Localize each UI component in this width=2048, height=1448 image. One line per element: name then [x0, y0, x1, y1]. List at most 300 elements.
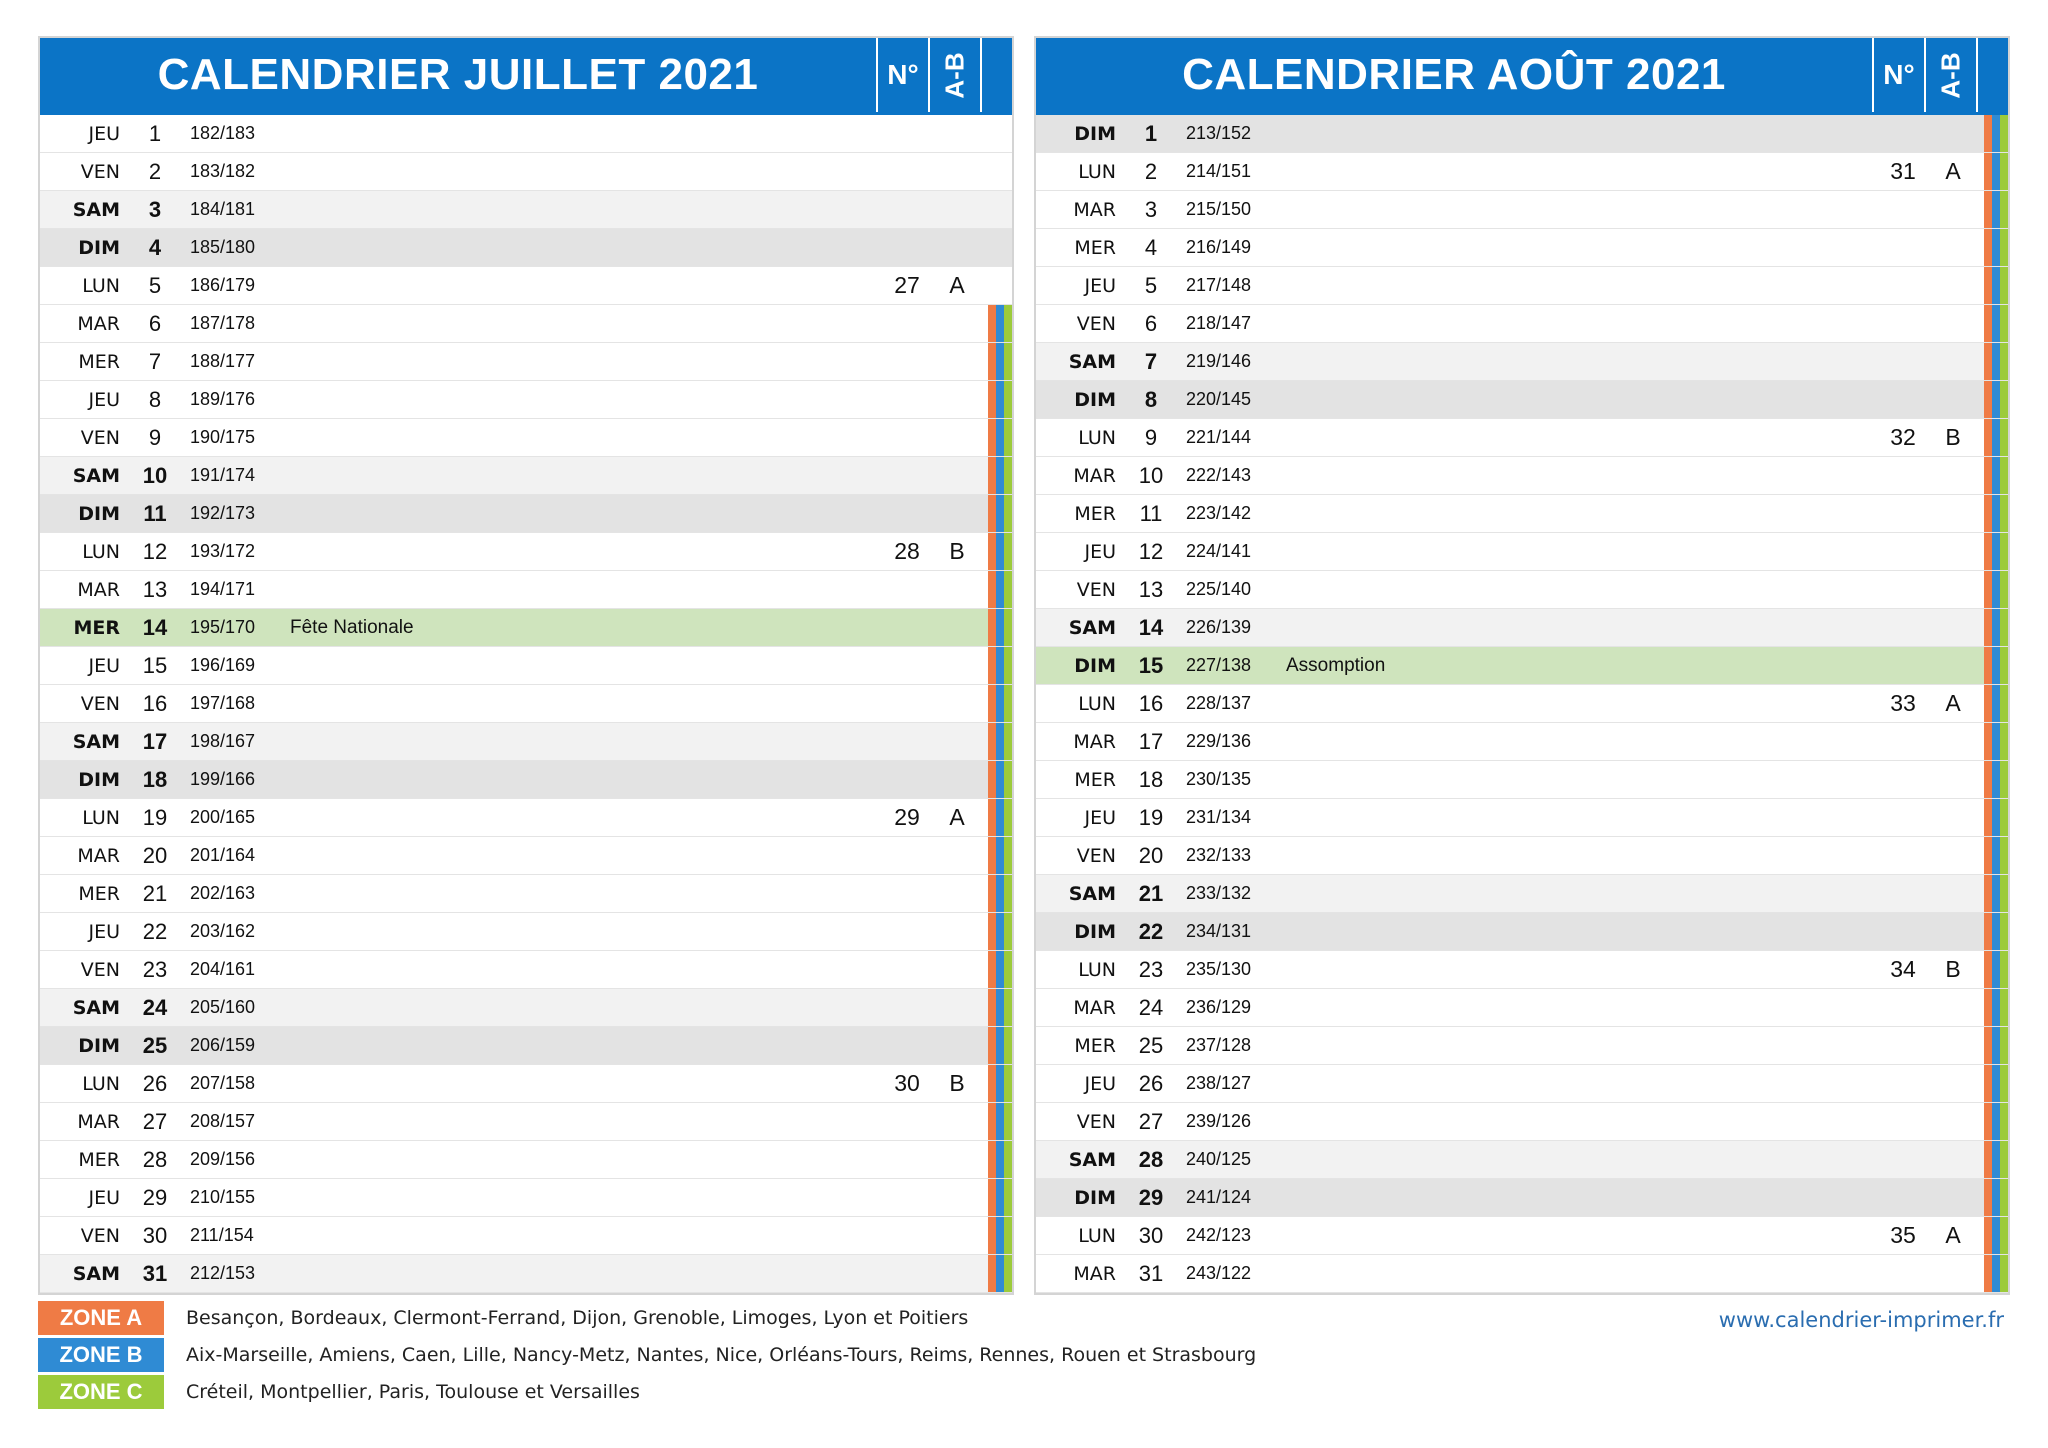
- day-number: 13: [1138, 576, 1164, 602]
- zone-b-bar: [996, 799, 1004, 836]
- week-number: 32: [1890, 424, 1916, 450]
- zone-a-bar: [1984, 495, 1992, 532]
- day-of-week: VEN: [80, 958, 120, 981]
- day-of-year: 192/173: [190, 503, 256, 523]
- day-number: 6: [1144, 310, 1158, 336]
- zone-a-bar: [988, 343, 996, 380]
- day-of-year: 219/146: [1186, 351, 1252, 371]
- day-of-week: MER: [1074, 768, 1116, 791]
- day-of-week: SAM: [72, 198, 120, 221]
- zone-a-bar: [988, 1103, 996, 1140]
- day-of-year: 231/134: [1186, 807, 1252, 827]
- zone-c-bar: [1004, 457, 1012, 494]
- school-holiday-zones: [1978, 1217, 2008, 1254]
- zone-header: [980, 38, 1012, 112]
- zone-a-bar: [1984, 1103, 1992, 1140]
- zone-a-bar: [1984, 419, 1992, 456]
- zone-header: [1976, 38, 2008, 112]
- day-number: 16: [142, 690, 168, 716]
- day-of-week: VEN: [1076, 1110, 1116, 1133]
- day-row: [1036, 837, 2008, 875]
- day-of-year: 212/153: [190, 1263, 256, 1283]
- day-row: [1036, 1141, 2008, 1179]
- day-of-week: JEU: [88, 1186, 120, 1209]
- school-holiday-zones: [1978, 1065, 2008, 1102]
- day-of-year: 227/138: [1186, 655, 1252, 675]
- zone-a-bar: [988, 457, 996, 494]
- day-row: [1036, 799, 2008, 837]
- day-of-year: 182/183: [190, 123, 256, 143]
- day-of-week: MER: [1074, 1034, 1116, 1057]
- day-of-week: SAM: [1068, 350, 1116, 373]
- school-holiday-zones: [982, 799, 1012, 836]
- website-link[interactable]: www.calendrier-imprimer.fr: [1718, 1308, 2004, 1332]
- zone-a-bar: [1984, 951, 1992, 988]
- day-number: 10: [1138, 462, 1164, 488]
- zone-a-bar: [1984, 723, 1992, 760]
- day-number: 7: [148, 348, 162, 374]
- zone-c-bar: [2000, 647, 2008, 684]
- day-of-week: LUN: [1078, 160, 1116, 183]
- day-number: 13: [142, 576, 168, 602]
- day-number: 20: [142, 842, 168, 868]
- zone-c-bar: [1004, 1255, 1012, 1292]
- zone-c-bar: [2000, 723, 2008, 760]
- day-of-week: SAM: [72, 464, 120, 487]
- day-row: [40, 1027, 1012, 1065]
- zone-b-bar: [1992, 419, 2000, 456]
- day-row: [40, 609, 1012, 647]
- school-holiday-zones: [982, 1217, 1012, 1254]
- school-holiday-zones: [1978, 913, 2008, 950]
- ab-week-letter: B: [1945, 956, 1961, 982]
- school-holiday-zones: [982, 647, 1012, 684]
- zone-b-bar: [996, 913, 1004, 950]
- zone-badge: ZONE A: [38, 1301, 164, 1335]
- zone-a-bar: [1984, 761, 1992, 798]
- day-row: [40, 723, 1012, 761]
- school-holiday-zones: [1978, 1179, 2008, 1216]
- zone-b-bar: [1992, 1103, 2000, 1140]
- school-holiday-zones: [1978, 305, 2008, 342]
- zone-a-bar: [988, 685, 996, 722]
- zone-cities: Créteil, Montpellier, Paris, Toulouse et Versailles: [186, 1381, 640, 1403]
- zone-a-bar: [1984, 381, 1992, 418]
- zone-a-bar: [988, 571, 996, 608]
- day-number: 28: [1138, 1146, 1164, 1172]
- day-of-week: MAR: [77, 312, 120, 335]
- day-row: [40, 229, 1012, 267]
- zone-c-bar: [1004, 1065, 1012, 1102]
- zone-c-bar: [2000, 571, 2008, 608]
- school-holiday-zones: [982, 1027, 1012, 1064]
- day-row: [1036, 1027, 2008, 1065]
- day-row: [1036, 647, 2008, 685]
- day-row: [40, 647, 1012, 685]
- zone-a-bar: [1984, 191, 1992, 228]
- day-of-week: VEN: [80, 426, 120, 449]
- day-of-week: VEN: [1076, 578, 1116, 601]
- zone-c-bar: [2000, 913, 2008, 950]
- school-holiday-zones: [982, 1255, 1012, 1292]
- day-row: [40, 989, 1012, 1027]
- day-row: [40, 533, 1012, 571]
- day-of-week: VEN: [1076, 312, 1116, 335]
- zone-a-bar: [988, 647, 996, 684]
- zone-b-bar: [996, 381, 1004, 418]
- day-of-week: VEN: [80, 160, 120, 183]
- day-number: 26: [1138, 1070, 1164, 1096]
- day-of-week: DIM: [78, 502, 120, 525]
- day-row: [1036, 381, 2008, 419]
- month-header: [40, 38, 1012, 115]
- day-row: [40, 951, 1012, 989]
- day-number: 7: [1144, 348, 1158, 374]
- zone-c-bar: [2000, 381, 2008, 418]
- zone-b-bar: [1992, 989, 2000, 1026]
- zone-b-bar: [996, 1255, 1004, 1292]
- zone-a-bar: [988, 609, 996, 646]
- zone-c-bar: [2000, 115, 2008, 152]
- school-holiday-zones: [982, 153, 1012, 190]
- day-of-year: 186/179: [190, 275, 256, 295]
- zone-c-bar: [1004, 761, 1012, 798]
- day-number: 21: [142, 880, 168, 906]
- day-of-week: MER: [78, 350, 120, 373]
- zone-b-bar: [996, 761, 1004, 798]
- zone-c-bar: [1004, 305, 1012, 342]
- day-of-year: 189/176: [190, 389, 256, 409]
- school-holiday-zones: [1978, 989, 2008, 1026]
- zone-b-bar: [1992, 723, 2000, 760]
- zone-a-bar: [988, 799, 996, 836]
- day-row: [1036, 267, 2008, 305]
- school-holiday-zones: [982, 115, 1012, 152]
- zone-c-bar: [1004, 495, 1012, 532]
- day-of-week: SAM: [1068, 616, 1116, 639]
- day-of-year: 232/133: [1186, 845, 1252, 865]
- day-number: 18: [1138, 766, 1164, 792]
- day-number: 2: [1144, 158, 1158, 184]
- month-august: [1034, 36, 2010, 1295]
- day-number: 16: [1138, 690, 1164, 716]
- school-holiday-zones: [1978, 1141, 2008, 1178]
- week-number: 29: [894, 804, 920, 830]
- day-row: [1036, 495, 2008, 533]
- day-of-week: DIM: [78, 768, 120, 791]
- zone-c-bar: [2000, 153, 2008, 190]
- day-of-year: 207/158: [190, 1073, 256, 1093]
- zone-a-bar: [988, 305, 996, 342]
- zone-c-bar: [1004, 951, 1012, 988]
- day-of-week: DIM: [1074, 920, 1116, 943]
- day-number: 30: [1138, 1222, 1164, 1248]
- day-number: 24: [142, 994, 168, 1020]
- day-number: 23: [142, 956, 168, 982]
- zone-b-bar: [1992, 533, 2000, 570]
- day-row: [40, 267, 1012, 305]
- zone-b-bar: [996, 989, 1004, 1026]
- day-row: [1036, 457, 2008, 495]
- zone-b-bar: [996, 1141, 1004, 1178]
- zone-b-bar: [996, 837, 1004, 874]
- zone-b-bar: [1992, 609, 2000, 646]
- zone-a-bar: [1984, 647, 1992, 684]
- ab-week-letter: A: [1945, 158, 1961, 184]
- day-number: 3: [148, 196, 162, 222]
- day-number: 5: [1144, 272, 1158, 298]
- school-holiday-zones: [982, 495, 1012, 532]
- zone-b-bar: [1992, 457, 2000, 494]
- zone-a-bar: [988, 1027, 996, 1064]
- zone-b-bar: [1992, 115, 2000, 152]
- week-number-header: N°: [1872, 38, 1924, 112]
- school-holiday-zones: [1978, 647, 2008, 684]
- zone-c-bar: [2000, 191, 2008, 228]
- zone-b-bar: [996, 533, 1004, 570]
- school-holiday-zones: [1978, 761, 2008, 798]
- ab-week-letter: B: [1945, 424, 1961, 450]
- zone-c-bar: [1004, 1027, 1012, 1064]
- zone-a-bar: [988, 1255, 996, 1292]
- zone-a-bar: [1984, 571, 1992, 608]
- school-holiday-zones: [1978, 191, 2008, 228]
- day-of-week: DIM: [78, 236, 120, 259]
- day-of-year: 203/162: [190, 921, 256, 941]
- zone-b-bar: [996, 609, 1004, 646]
- day-of-year: 210/155: [190, 1187, 256, 1207]
- ab-week-letter: B: [949, 538, 965, 564]
- day-number: 19: [1138, 804, 1164, 830]
- day-number: 5: [148, 272, 162, 298]
- zone-b-bar: [996, 1217, 1004, 1254]
- zone-b-bar: [996, 875, 1004, 912]
- zone-c-bar: [2000, 761, 2008, 798]
- day-of-week: MAR: [1073, 996, 1116, 1019]
- zone-c-bar: [1004, 989, 1012, 1026]
- day-of-week: MAR: [77, 1110, 120, 1133]
- day-of-year: 200/165: [190, 807, 256, 827]
- day-number: 26: [142, 1070, 168, 1096]
- zone-c-bar: [1004, 723, 1012, 760]
- zone-a-bar: [988, 381, 996, 418]
- day-row: [40, 1255, 1012, 1293]
- day-of-year: 228/137: [1186, 693, 1252, 713]
- day-of-year: 242/123: [1186, 1225, 1252, 1245]
- day-of-year: 191/174: [190, 465, 256, 485]
- day-number: 11: [1139, 500, 1163, 526]
- day-row: [1036, 343, 2008, 381]
- ab-header-label: A-B: [1935, 51, 1966, 99]
- day-of-year: 209/156: [190, 1149, 256, 1169]
- zone-legend: [38, 1300, 1256, 1411]
- zone-b-bar: [996, 685, 1004, 722]
- day-of-year: 198/167: [190, 731, 256, 751]
- week-number-header: N°: [876, 38, 928, 112]
- ab-week-letter: A: [1945, 1222, 1961, 1248]
- day-of-week: MAR: [77, 844, 120, 867]
- day-row: [40, 913, 1012, 951]
- week-number: 34: [1890, 956, 1916, 982]
- day-of-year: 196/169: [190, 655, 256, 675]
- zone-b-bar: [1992, 1255, 2000, 1292]
- zone-b-bar: [996, 419, 1004, 456]
- school-holiday-zones: [1978, 457, 2008, 494]
- day-row: [1036, 1103, 2008, 1141]
- day-row: [40, 1179, 1012, 1217]
- day-row: [40, 685, 1012, 723]
- zone-a-bar: [988, 837, 996, 874]
- day-of-year: 204/161: [190, 959, 256, 979]
- day-row: [1036, 1255, 2008, 1293]
- zone-b-bar: [1992, 1027, 2000, 1064]
- zone-b-bar: [1992, 267, 2000, 304]
- day-row: [40, 153, 1012, 191]
- day-number: 8: [148, 386, 162, 412]
- zone-a-bar: [988, 723, 996, 760]
- zone-b-bar: [1992, 191, 2000, 228]
- zone-a-bar: [1984, 533, 1992, 570]
- day-of-year: 190/175: [190, 427, 256, 447]
- zone-b-bar: [996, 343, 1004, 380]
- day-of-year: 185/180: [190, 237, 256, 257]
- day-row: [1036, 115, 2008, 153]
- zone-c-bar: [1004, 1217, 1012, 1254]
- zone-c-bar: [2000, 1179, 2008, 1216]
- day-number: 3: [1144, 196, 1158, 222]
- zone-c-bar: [2000, 1027, 2008, 1064]
- day-of-week: SAM: [1068, 1148, 1116, 1171]
- day-row: [40, 875, 1012, 913]
- school-holiday-zones: [982, 1141, 1012, 1178]
- day-row: [40, 1217, 1012, 1255]
- school-holiday-zones: [1978, 609, 2008, 646]
- zone-b-bar: [996, 647, 1004, 684]
- ab-header: [928, 38, 980, 112]
- day-number: 18: [142, 766, 168, 792]
- zone-a-bar: [988, 1141, 996, 1178]
- day-number: 19: [142, 804, 168, 830]
- day-of-week: DIM: [78, 1034, 120, 1057]
- zone-a-bar: [1984, 989, 1992, 1026]
- school-holiday-zones: [982, 381, 1012, 418]
- day-row: [1036, 419, 2008, 457]
- zone-c-bar: [2000, 1217, 2008, 1254]
- zone-c-bar: [2000, 1103, 2008, 1140]
- day-of-year: 235/130: [1186, 959, 1252, 979]
- zone-b-bar: [1992, 913, 2000, 950]
- day-of-week: LUN: [82, 274, 120, 297]
- day-of-week: LUN: [82, 1072, 120, 1095]
- day-number: 6: [148, 310, 162, 336]
- day-row: [40, 457, 1012, 495]
- day-number: 23: [1138, 956, 1164, 982]
- day-number: 10: [142, 462, 168, 488]
- zone-a-bar: [988, 875, 996, 912]
- week-number: 35: [1890, 1222, 1916, 1248]
- zone-a-bar: [988, 1179, 996, 1216]
- day-number: 14: [1138, 614, 1164, 640]
- day-of-week: SAM: [72, 730, 120, 753]
- school-holiday-zones: [1978, 533, 2008, 570]
- day-row: [40, 381, 1012, 419]
- day-number: 2: [148, 158, 162, 184]
- zone-b-bar: [1992, 1065, 2000, 1102]
- school-holiday-zones: [982, 305, 1012, 342]
- day-of-week: JEU: [88, 654, 120, 677]
- zone-b-bar: [996, 571, 1004, 608]
- zone-b-bar: [1992, 837, 2000, 874]
- zone-a-bar: [1984, 457, 1992, 494]
- day-row: [1036, 1065, 2008, 1103]
- day-number: 11: [143, 500, 167, 526]
- day-row: [1036, 305, 2008, 343]
- day-of-year: 187/178: [190, 313, 256, 333]
- zone-b-bar: [1992, 381, 2000, 418]
- zone-b-bar: [1992, 647, 2000, 684]
- day-number: 1: [1144, 120, 1158, 146]
- day-row: [1036, 191, 2008, 229]
- day-of-week: MAR: [1073, 198, 1116, 221]
- zone-c-bar: [2000, 305, 2008, 342]
- day-of-year: 240/125: [1186, 1149, 1252, 1169]
- day-of-week: JEU: [88, 388, 120, 411]
- day-of-year: 213/152: [1186, 123, 1252, 143]
- day-of-week: SAM: [72, 1262, 120, 1285]
- school-holiday-zones: [982, 1103, 1012, 1140]
- school-holiday-zones: [1978, 343, 2008, 380]
- day-of-week: DIM: [1074, 1186, 1116, 1209]
- school-holiday-zones: [1978, 799, 2008, 836]
- day-number: 4: [148, 234, 162, 260]
- day-of-year: 237/128: [1186, 1035, 1252, 1055]
- zone-b-bar: [996, 1179, 1004, 1216]
- school-holiday-zones: [982, 1065, 1012, 1102]
- day-of-week: MAR: [1073, 1262, 1116, 1285]
- zone-b-bar: [1992, 1141, 2000, 1178]
- day-number: 25: [142, 1032, 168, 1058]
- zone-b-bar: [1992, 153, 2000, 190]
- day-of-week: DIM: [1074, 654, 1116, 677]
- zone-b-bar: [1992, 685, 2000, 722]
- zone-a-bar: [1984, 799, 1992, 836]
- day-row: [1036, 723, 2008, 761]
- day-of-year: 214/151: [1186, 161, 1252, 181]
- zone-c-bar: [1004, 799, 1012, 836]
- school-holiday-zones: [1978, 723, 2008, 760]
- month-title: CALENDRIER AOÛT 2021: [1182, 50, 1726, 99]
- day-of-week: LUN: [1078, 958, 1116, 981]
- day-of-week: SAM: [72, 996, 120, 1019]
- zone-c-bar: [2000, 799, 2008, 836]
- day-row: [40, 495, 1012, 533]
- day-of-week: MER: [73, 616, 120, 639]
- day-rows: [1036, 115, 2008, 1293]
- zone-c-bar: [2000, 1255, 2008, 1292]
- day-of-year: 226/139: [1186, 617, 1252, 637]
- zone-a-bar: [1984, 875, 1992, 912]
- zone-c-bar: [2000, 457, 2008, 494]
- school-holiday-zones: [1978, 381, 2008, 418]
- zone-b-bar: [1992, 875, 2000, 912]
- day-of-year: 233/132: [1186, 883, 1252, 903]
- school-holiday-zones: [982, 685, 1012, 722]
- day-of-year: 183/182: [190, 161, 256, 181]
- day-of-year: 188/177: [190, 351, 256, 371]
- day-of-year: 202/163: [190, 883, 256, 903]
- zone-a-bar: [988, 913, 996, 950]
- day-row: [40, 837, 1012, 875]
